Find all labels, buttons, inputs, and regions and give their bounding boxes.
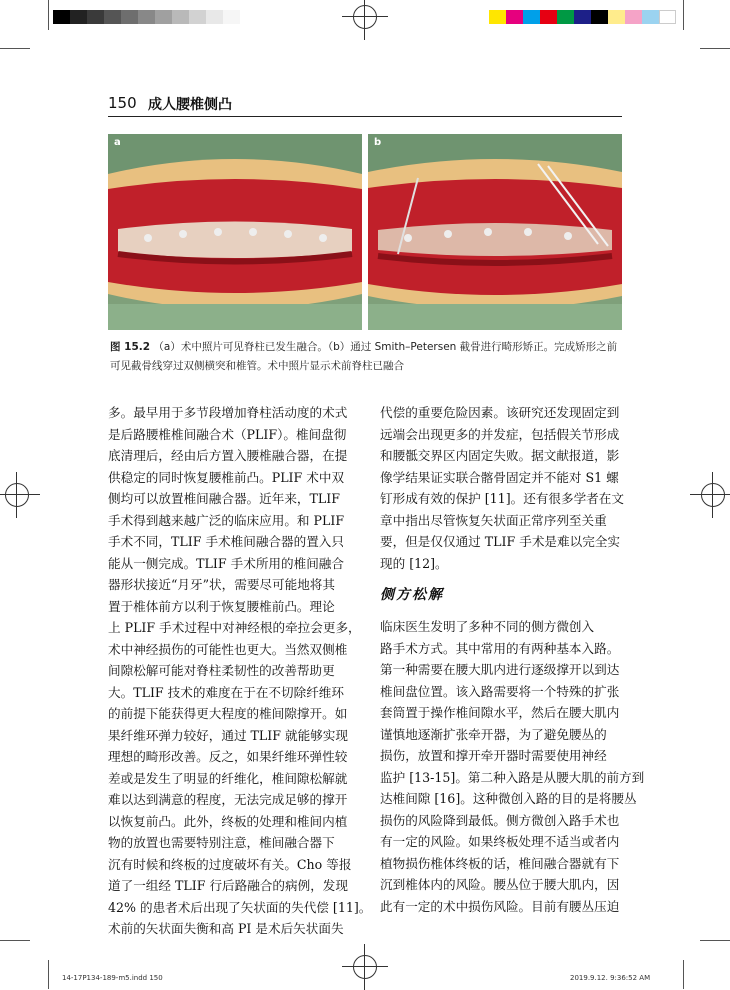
text-line: 手术不同，TLIF 手术椎间融合器的置入只 (108, 534, 344, 549)
text-line: 现的 [12]。 (380, 555, 448, 571)
trim-mark (48, 960, 49, 989)
trim-mark (683, 960, 684, 989)
photo-label-a: a (114, 137, 121, 148)
text-line: 钉形成有效的保护 [11]。还有很多学者在文 (380, 491, 624, 506)
trim-mark (683, 0, 684, 30)
text-line: 理想的畸形改善。反之，如果纤维环弹性较 (108, 749, 348, 764)
surgical-photo-a (108, 134, 362, 330)
text-line: 能从一侧完成。TLIF 手术所用的椎间融合 (108, 555, 344, 571)
text-line: 器形状接近“月牙”状，需要尽可能地将其 (108, 577, 335, 592)
text-line: 上 PLIF 手术过程中对神经根的牵拉会更多， (108, 620, 361, 635)
text-line: 损伤的风险降到最低。侧方微创入路手术也 (380, 812, 620, 828)
text-line: 道了一组经 TLIF 行后路融合的病例，发现 (108, 878, 348, 893)
text-line: 的前提下能获得更大程度的椎间隙撑开。如 (108, 706, 348, 721)
text-line: 底清理后，经由后方置入腰椎融合器，在提 (108, 448, 348, 463)
header-rule (108, 116, 622, 117)
trim-mark (0, 48, 30, 49)
trim-mark (700, 940, 730, 941)
text-line: 谨慎地逐渐扩张牵开器，为了避免腰丛的 (380, 726, 607, 742)
text-line: 置于椎体前方以利于恢复腰椎前凸。理论 (108, 598, 335, 614)
text-line: 手术得到越来越广泛的临床应用。和 PLIF (108, 512, 345, 528)
body-column-left (108, 402, 372, 940)
text-line: 侧均可以放置椎间融合器。近年来，TLIF (108, 491, 340, 506)
text-line: 第一种需要在腰大肌内进行逐级撑开以到达 (380, 662, 620, 677)
text-line: 沉到椎体内的风险。腰丛位于腰大肌内，因 (380, 877, 620, 892)
section-heading: 侧方松解 (380, 587, 444, 603)
text-line: 和腰骶交界区内固定失败。据文献报道，影 (380, 448, 620, 463)
text-line: 椎间盘位置。该入路需要将一个特殊的扩张 (380, 683, 620, 699)
print-slug-left: 14-17P134-189-m5.indd 150 (62, 974, 163, 982)
registration-mark-right (698, 480, 728, 510)
text-line: 植物损伤椎体终板的话，椎间融合器就有下 (380, 855, 620, 871)
registration-mark-left (2, 480, 32, 510)
text-line: 难以达到满意的程度，无法完成足够的撑开 (108, 792, 348, 807)
text-line: 供稳定的同时恢复腰椎前凸。PLIF 术中双 (108, 469, 345, 485)
text-line: 章中指出尽管恢复矢状面正常序列至关重 (380, 512, 607, 528)
body-column-right-bottom (380, 616, 645, 917)
text-line: 术中神经损伤的可能性也更大。当然双侧椎 (108, 641, 348, 657)
figure-caption-text: （a）术中照片可见脊柱已发生融合。（b）通过 Smith–Petersen 截骨进行畸形矫正。完成矫形之前可见截骨线穿过双侧横突和椎管。术中照片显示术前脊柱已融合 (110, 341, 618, 372)
print-slug-right: 2019.9.12. 9:36:52 AM (570, 974, 651, 982)
trim-mark (48, 0, 49, 30)
text-line: 多。最早用于多节段增加脊柱活动度的术式 (108, 405, 348, 420)
trim-mark (700, 48, 730, 49)
text-line: 以恢复前凸。此外，终板的处理和椎间内植 (108, 813, 348, 829)
text-line: 物的放置也需要特别注意，椎间融合器下 (108, 835, 335, 850)
text-line: 42% 的患者术后出现了矢状面的失代偿 [11]。 (108, 899, 372, 915)
text-line: 术前的矢状面失衡和高 PI 是术后矢状面失 (108, 921, 344, 936)
text-line: 监护 [13-15]。第二种入路是从腰大肌的前方到 (380, 769, 645, 785)
surgical-photo-b (368, 134, 622, 330)
text-line: 此有一定的术中损伤风险。目前有腰丛压迫 (380, 898, 620, 914)
text-line: 临床医生发明了多种不同的侧方微创入 (380, 619, 595, 634)
text-line: 大。TLIF 技术的难度在于在不切除纤维环 (108, 684, 344, 700)
page-number: 150 (108, 94, 137, 112)
text-line: 差或是发生了明显的纤维化，椎间隙松解就 (108, 770, 348, 786)
text-line: 远端会出现更多的并发症，包括假关节形成 (380, 426, 620, 442)
registration-mark-bottom (350, 952, 380, 982)
text-line: 代偿的重要危险因素。该研究还发现固定到 (380, 405, 620, 420)
body-column-right-top (380, 402, 628, 574)
trim-mark (0, 940, 30, 941)
registration-mark-top (350, 2, 380, 32)
text-line: 间隙松解可能对脊柱柔韧性的改善帮助更 (108, 663, 335, 678)
text-line: 果纤维环弹力较好，通过 TLIF 就能够实现 (108, 727, 348, 743)
running-title: 成人腰椎侧凸 (148, 97, 232, 113)
text-line: 像学结果证实联合髂骨固定并不能对 S1 螺 (380, 469, 619, 485)
photo-label-b: b (374, 137, 382, 148)
cmyk-color-bar (489, 10, 676, 24)
text-line: 达椎间隙 [16]。这种微创入路的目的是将腰丛 (380, 791, 637, 806)
text-line: 沉有时候和终板的过度破坏有关。Cho 等报 (108, 856, 352, 872)
text-line: 套筒置于操作椎间隙水平，然后在腰大肌内 (380, 705, 620, 720)
grayscale-color-bar (53, 10, 240, 24)
text-line: 路手术方式。其中常用的有两种基本入路。 (380, 640, 620, 656)
text-line: 损伤，放置和撑开牵开器时需要使用神经 (380, 748, 607, 763)
text-line: 要，但是仅仅通过 TLIF 手术是难以完全实 (380, 534, 620, 549)
text-line: 有一定的风险。如果终板处理不适当或者内 (380, 834, 620, 849)
figure-caption (110, 338, 622, 376)
text-line: 是后路腰椎椎间融合术（PLIF）。椎间盘彻 (108, 426, 347, 442)
figure-number: 图 15.2 (110, 341, 151, 353)
